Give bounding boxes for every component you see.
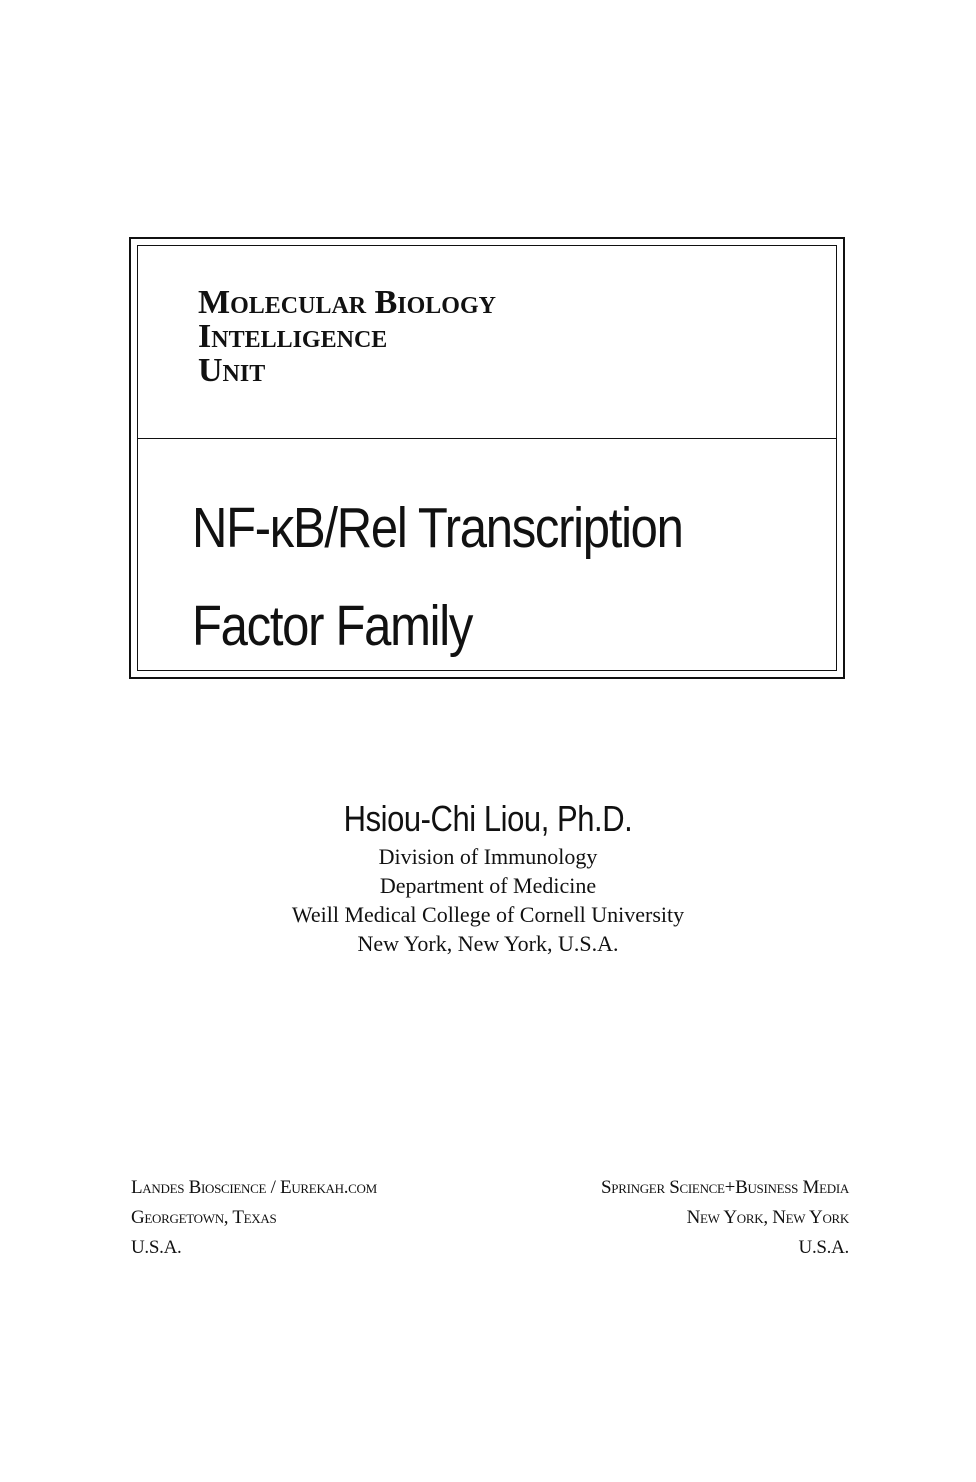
frame-divider — [138, 438, 836, 439]
publisher-left-name: Landes Bioscience / Eurekah.com — [131, 1177, 377, 1198]
book-title — [192, 479, 683, 675]
book-title-line-2: Factor Family — [192, 594, 473, 658]
title-frame — [129, 237, 845, 679]
publisher-left-country: U.S.A. — [131, 1237, 182, 1258]
series-line-1: Molecular Biology — [198, 284, 496, 321]
publisher-right-city: New York, New York — [686, 1207, 849, 1228]
series-line-2: Intelligence — [198, 318, 388, 355]
publisher-left — [131, 1173, 377, 1263]
affiliation-line-2: Department of Medicine — [379, 873, 597, 898]
author-block — [0, 796, 976, 958]
book-title-line-1: NF-κB/Rel Transcription — [192, 496, 683, 560]
affiliation-line-1: Division of Immunology — [378, 844, 598, 869]
affiliation-line-3: Weill Medical College of Cornell University — [291, 902, 685, 927]
affiliation-line-4: New York, New York, U.S.A. — [357, 931, 619, 956]
series-name — [198, 286, 496, 388]
author-name: Hsiou-Chi Liou, Ph.D. — [343, 798, 633, 839]
publisher-left-city: Georgetown, Texas — [131, 1207, 277, 1228]
series-line-3: Unit — [198, 352, 266, 389]
publisher-right-name: Springer Science+Business Media — [601, 1177, 849, 1198]
publisher-right-country: U.S.A. — [798, 1237, 849, 1258]
publisher-right — [601, 1173, 849, 1263]
title-frame-inner — [137, 245, 837, 671]
